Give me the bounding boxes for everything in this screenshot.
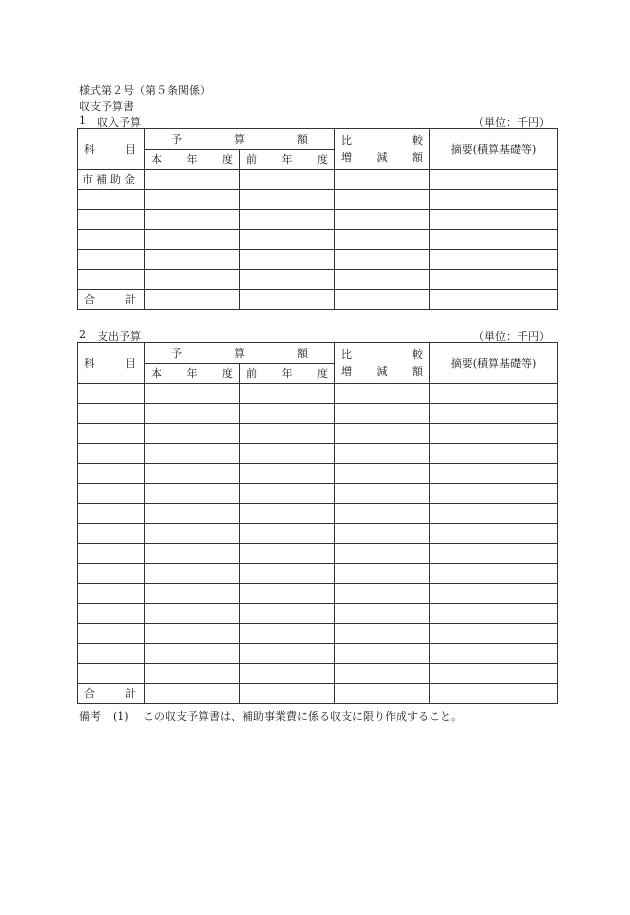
table-row	[78, 170, 558, 190]
cell-current-year	[145, 384, 240, 404]
header-current-year: 本 年 度	[145, 150, 240, 170]
cell-previous-year	[240, 524, 335, 544]
cell-comparison	[335, 190, 430, 210]
cell-remarks	[430, 384, 558, 404]
cell-remarks	[430, 230, 558, 250]
cell-comparison	[335, 664, 430, 684]
cell-previous-year	[240, 504, 335, 524]
cell-remarks	[430, 644, 558, 664]
cell-comparison	[335, 604, 430, 624]
total-label: 合 計	[78, 684, 145, 704]
table-row	[78, 404, 558, 424]
total-label: 合 計	[78, 290, 145, 310]
cell-subject	[78, 524, 145, 544]
cell-comparison	[335, 210, 430, 230]
cell-current-year	[145, 484, 240, 504]
cell-subject: 市補助金	[78, 170, 145, 190]
section-number: 1	[79, 114, 86, 127]
cell-subject	[78, 190, 145, 210]
unit-label: （単位：千円）	[473, 330, 550, 343]
cell-current-year	[145, 250, 240, 270]
cell-previous-year	[240, 210, 335, 230]
header-subject: 科 目	[78, 129, 145, 170]
cell-subject	[78, 604, 145, 624]
cell-subject	[78, 384, 145, 404]
cell-subject	[78, 210, 145, 230]
cell-subject	[78, 564, 145, 584]
header-subject: 科 目	[78, 343, 145, 384]
total-row	[78, 290, 558, 310]
cell-comparison	[335, 524, 430, 544]
cell-current-year	[145, 190, 240, 210]
cell-comparison	[335, 250, 430, 270]
total-previous-year	[240, 684, 335, 704]
table-row	[78, 664, 558, 684]
cell-remarks	[430, 170, 558, 190]
note-text: この収支予算書は、補助事業費に係る収支に限り作成すること。	[143, 710, 462, 723]
header-comparison: 比 較 増 減 額	[335, 343, 430, 384]
table-row	[78, 384, 558, 404]
cell-remarks	[430, 584, 558, 604]
cell-current-year	[145, 624, 240, 644]
cell-previous-year	[240, 444, 335, 464]
header-current-year: 本 年 度	[145, 364, 240, 384]
cell-comparison	[335, 404, 430, 424]
header-comparison: 比 較 増 減 額	[335, 129, 430, 170]
table-row	[78, 484, 558, 504]
cell-remarks	[430, 424, 558, 444]
total-comparison	[335, 290, 430, 310]
table-row	[78, 424, 558, 444]
cell-comparison	[335, 544, 430, 564]
table-row	[78, 444, 558, 464]
cell-remarks	[430, 484, 558, 504]
cell-previous-year	[240, 384, 335, 404]
cell-subject	[78, 584, 145, 604]
cell-remarks	[430, 504, 558, 524]
header-previous-year: 前 年 度	[240, 364, 335, 384]
cell-remarks	[430, 624, 558, 644]
cell-current-year	[145, 664, 240, 684]
form-number: 様式第２号（第５条関係）	[79, 84, 211, 97]
cell-current-year	[145, 464, 240, 484]
cell-current-year	[145, 644, 240, 664]
table-row	[78, 230, 558, 250]
cell-previous-year	[240, 230, 335, 250]
cell-previous-year	[240, 624, 335, 644]
cell-subject	[78, 484, 145, 504]
cell-previous-year	[240, 424, 335, 444]
cell-previous-year	[240, 190, 335, 210]
cell-current-year	[145, 584, 240, 604]
table-row	[78, 504, 558, 524]
cell-subject	[78, 624, 145, 644]
cell-previous-year	[240, 604, 335, 624]
cell-subject	[78, 230, 145, 250]
total-current-year	[145, 290, 240, 310]
cell-comparison	[335, 564, 430, 584]
cell-current-year	[145, 544, 240, 564]
cell-comparison	[335, 644, 430, 664]
header-previous-year: 前 年 度	[240, 150, 335, 170]
cell-previous-year	[240, 584, 335, 604]
table-row	[78, 584, 558, 604]
cell-subject	[78, 544, 145, 564]
cell-current-year	[145, 170, 240, 190]
cell-subject	[78, 444, 145, 464]
cell-comparison	[335, 424, 430, 444]
cell-previous-year	[240, 170, 335, 190]
cell-comparison	[335, 624, 430, 644]
table-row	[78, 210, 558, 230]
cell-subject	[78, 424, 145, 444]
cell-subject	[78, 250, 145, 270]
cell-current-year	[145, 270, 240, 290]
cell-current-year	[145, 210, 240, 230]
cell-comparison	[335, 484, 430, 504]
cell-comparison	[335, 384, 430, 404]
cell-current-year	[145, 524, 240, 544]
cell-remarks	[430, 190, 558, 210]
cell-previous-year	[240, 644, 335, 664]
table-row	[78, 604, 558, 624]
cell-current-year	[145, 444, 240, 464]
table-row	[78, 524, 558, 544]
cell-previous-year	[240, 464, 335, 484]
cell-current-year	[145, 230, 240, 250]
table-row	[78, 250, 558, 270]
cell-remarks	[430, 270, 558, 290]
cell-comparison	[335, 230, 430, 250]
cell-remarks	[430, 524, 558, 544]
cell-previous-year	[240, 404, 335, 424]
header-budget-amount: 予 算 額	[145, 129, 335, 150]
cell-remarks	[430, 664, 558, 684]
cell-subject	[78, 404, 145, 424]
cell-subject	[78, 664, 145, 684]
cell-previous-year	[240, 664, 335, 684]
cell-subject	[78, 504, 145, 524]
cell-previous-year	[240, 270, 335, 290]
cell-previous-year	[240, 250, 335, 270]
cell-comparison	[335, 444, 430, 464]
cell-subject	[78, 464, 145, 484]
cell-remarks	[430, 564, 558, 584]
cell-previous-year	[240, 564, 335, 584]
cell-current-year	[145, 504, 240, 524]
table-row	[78, 464, 558, 484]
cell-subject	[78, 270, 145, 290]
cell-remarks	[430, 210, 558, 230]
header-remarks: 摘要(積算基礎等)	[430, 343, 558, 384]
cell-subject	[78, 644, 145, 664]
cell-comparison	[335, 504, 430, 524]
note-number: (1)	[113, 710, 129, 723]
cell-comparison	[335, 170, 430, 190]
cell-remarks	[430, 250, 558, 270]
total-comparison	[335, 684, 430, 704]
cell-comparison	[335, 584, 430, 604]
total-current-year	[145, 684, 240, 704]
table-row	[78, 544, 558, 564]
note-label: 備考	[79, 710, 101, 723]
table-row	[78, 190, 558, 210]
header-budget-amount: 予 算 額	[145, 343, 335, 364]
cell-comparison	[335, 270, 430, 290]
remarks-note	[79, 708, 462, 724]
total-previous-year	[240, 290, 335, 310]
income-budget-table	[77, 128, 558, 310]
cell-remarks	[430, 404, 558, 424]
cell-previous-year	[240, 544, 335, 564]
section-title: 収入予算	[97, 116, 141, 129]
cell-remarks	[430, 464, 558, 484]
cell-current-year	[145, 424, 240, 444]
cell-previous-year	[240, 484, 335, 504]
section-number: 2	[79, 328, 86, 341]
header-remarks: 摘要(積算基礎等)	[430, 129, 558, 170]
cell-current-year	[145, 404, 240, 424]
cell-comparison	[335, 464, 430, 484]
section-title: 支出予算	[97, 330, 141, 343]
cell-remarks	[430, 544, 558, 564]
expense-budget-table	[77, 342, 558, 704]
unit-label: （単位：千円）	[473, 116, 550, 129]
table-row	[78, 624, 558, 644]
table-row	[78, 564, 558, 584]
cell-remarks	[430, 444, 558, 464]
document-title: 収支予算書	[79, 100, 134, 113]
total-row	[78, 684, 558, 704]
total-remarks	[430, 684, 558, 704]
table-row	[78, 270, 558, 290]
cell-remarks	[430, 604, 558, 624]
cell-current-year	[145, 604, 240, 624]
total-remarks	[430, 290, 558, 310]
cell-current-year	[145, 564, 240, 584]
table-row	[78, 644, 558, 664]
